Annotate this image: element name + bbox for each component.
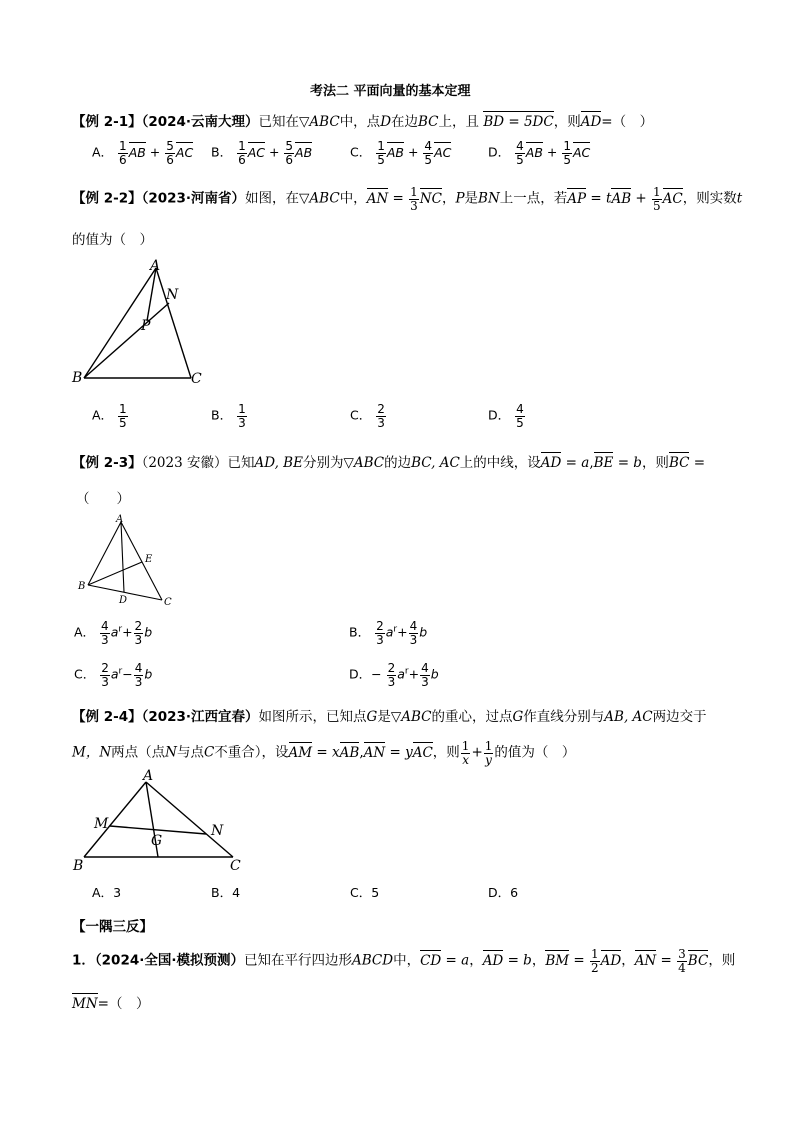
frac-den: 5	[377, 152, 385, 167]
stem-text: ，则	[708, 952, 736, 969]
stem-text: 不重合），设	[214, 744, 289, 761]
segment-ad	[121, 522, 124, 592]
option-b[interactable]	[349, 620, 427, 646]
vector: AB	[386, 144, 404, 160]
comma: ,	[359, 744, 364, 761]
option-d[interactable]: D． $\frac{4}{5}$ AB + $\frac{1}{5}$ AC	[488, 139, 591, 167]
frac-num: 4	[409, 619, 418, 633]
vector-be: BE	[593, 455, 614, 471]
equals-a: = a	[565, 455, 590, 471]
vector-bc: BC	[687, 952, 709, 969]
frac-den: 3	[409, 632, 418, 647]
frac-den: 6	[119, 152, 127, 167]
question-source: （2024·全国·模拟预测）	[94, 952, 244, 969]
frac-num: 1	[461, 739, 470, 753]
option-letter: D．	[488, 407, 511, 423]
example-tag: 【例 2-1】	[72, 114, 142, 130]
vector-ad: AD	[482, 952, 504, 969]
stem-text: ，则实数	[682, 190, 737, 207]
stem-text: 上的中线，设	[459, 455, 541, 471]
example-2-3-line2: （ ）	[76, 491, 130, 507]
option-c[interactable]: C． $\frac{1}{5}$ AB + $\frac{4}{5}$ AC	[350, 139, 452, 167]
frac-num: 2	[134, 619, 143, 633]
label-c: C	[230, 858, 241, 874]
option-letter: D．	[349, 666, 372, 682]
option-value: 5	[371, 885, 380, 900]
point-label: N	[165, 744, 177, 761]
option-value: 3	[113, 885, 122, 900]
vector-an: AN	[363, 744, 386, 761]
frac-num: 4	[134, 661, 143, 675]
option-letter: B．	[211, 144, 233, 160]
frac-den: 5	[653, 198, 661, 213]
equals-t: = t	[590, 190, 612, 207]
option-d[interactable]	[349, 662, 439, 688]
frac-den: 6	[285, 152, 294, 167]
frac-num: 1	[238, 402, 246, 416]
points-mn: M，N	[72, 744, 112, 761]
frac-num: 3	[678, 947, 686, 961]
segment-labels: BC, AC	[411, 455, 460, 471]
stem-text: 已知在平行四边形	[244, 952, 352, 969]
option-a[interactable]	[92, 403, 129, 429]
frac-num: 4	[516, 402, 524, 416]
frac-num: 4	[516, 139, 524, 153]
label-g: G	[151, 833, 163, 849]
option-letter: C．	[350, 407, 372, 423]
equals-y: = y	[389, 744, 413, 761]
frac-den: 3	[101, 632, 109, 647]
label-a: A	[116, 514, 124, 525]
frac-num: 1	[119, 402, 127, 416]
vector: AC	[434, 144, 452, 160]
stem-text: 的重心，过点	[431, 709, 513, 725]
triangle-symbol: ▽ABC	[390, 709, 432, 725]
stem-text: 在边	[391, 114, 419, 130]
vector: AC	[175, 144, 194, 160]
vector-an: AN	[366, 190, 389, 207]
vector: AC	[572, 144, 591, 160]
frac-num: 4	[421, 661, 429, 675]
option-c[interactable]	[74, 662, 152, 688]
section-heading: 【一隅三反】	[72, 919, 153, 935]
segment-ab	[88, 522, 121, 585]
comma: ，	[621, 952, 635, 969]
stem-text: 的值为（ ）	[494, 744, 576, 761]
frac-den: 6	[166, 152, 174, 167]
question-number: 1．	[72, 952, 95, 969]
label-e: E	[145, 554, 153, 565]
frac-num: 4	[424, 139, 433, 153]
vector-am: AM	[288, 744, 313, 761]
option-letter: A．	[74, 624, 96, 640]
frac-num: 2	[101, 661, 109, 675]
sign: −	[371, 666, 382, 682]
comma: ，	[531, 952, 546, 969]
stem-text: 如图所示，已知点	[258, 709, 367, 725]
vector-bm: BM	[545, 952, 570, 969]
frac-num: 4	[101, 619, 109, 633]
vector-b: b	[419, 624, 428, 640]
segment-ac	[121, 522, 162, 600]
vector-ad: AD	[600, 952, 622, 969]
frac-den: y	[485, 752, 492, 767]
stem-text: 上，且	[438, 114, 480, 130]
example-2-1-stem	[72, 110, 653, 130]
vector-b: b	[144, 624, 153, 640]
option-letter: D．	[488, 885, 511, 900]
option-a[interactable]	[92, 883, 121, 901]
stem-text: 作直线分别与	[523, 709, 605, 725]
frac-num: 1	[484, 739, 493, 753]
vector-equation: BD = 5DC	[483, 114, 554, 130]
comma: ,	[589, 455, 594, 471]
triangle-symbol: ▽ABC	[343, 455, 385, 471]
segment-label: BN	[478, 190, 500, 207]
vector: AC	[247, 144, 265, 160]
vector-ab: AB	[339, 744, 360, 761]
frac-den: 5	[516, 152, 524, 167]
point-label: G	[366, 709, 378, 725]
stem-text: 中，点	[339, 114, 381, 130]
label-n: N	[166, 287, 179, 303]
option-c[interactable]	[350, 883, 379, 901]
vector-a: a	[110, 666, 119, 682]
plus: +	[471, 744, 483, 761]
frac-den: 3	[421, 674, 429, 689]
segment-labels: AD, BE	[254, 455, 303, 471]
operator: −	[122, 666, 133, 682]
option-b[interactable]	[211, 403, 248, 429]
segment-be	[88, 562, 142, 585]
question-1-stem	[72, 948, 735, 974]
vector-a: a	[397, 666, 405, 682]
label-a: A	[143, 768, 154, 784]
triangle-symbol: ▽ABC	[299, 114, 340, 130]
option-c[interactable]	[350, 403, 387, 429]
equals-x: = x	[316, 744, 340, 761]
example-2-2-line2: 的值为（ ）	[72, 232, 153, 248]
operator: +	[397, 624, 408, 640]
segment-ac	[156, 268, 191, 378]
label-n: N	[211, 823, 224, 839]
point-label: P	[455, 190, 465, 207]
stem-text: 上一点，若	[499, 190, 568, 207]
vector: AB	[295, 144, 313, 160]
option-b[interactable]: B． $\frac{1}{6}$ AC + $\frac{5}{6}$ AB	[211, 139, 313, 167]
vector-ad: AD	[580, 114, 602, 130]
equals: =	[660, 952, 672, 969]
stem-text: ，	[441, 190, 456, 207]
example-tag: 【例 2-3】	[72, 455, 142, 471]
frac-den: 3	[134, 674, 143, 689]
option-letter: B．	[349, 624, 371, 640]
frac-num: 1	[119, 139, 127, 153]
frac-num: 1	[590, 947, 599, 961]
figure-triangle-abc-2-3	[78, 512, 178, 612]
frac-den: 6	[238, 152, 246, 167]
point-label: D	[380, 114, 392, 130]
vector: AB	[525, 144, 543, 160]
frac-den: 3	[101, 674, 109, 689]
equals-a: = a	[445, 952, 470, 969]
frac-den: 5	[516, 415, 524, 430]
option-d[interactable]	[488, 403, 526, 429]
frac-den: 5	[119, 415, 127, 430]
vector-ad: AD	[540, 455, 562, 471]
frac-den: 5	[424, 152, 433, 167]
vector-ac: AC	[412, 744, 433, 761]
frac-num: 1	[410, 185, 418, 199]
frac-num: 5	[166, 139, 174, 153]
stem-text: 两点（点	[111, 744, 166, 761]
frac-num: 2	[376, 619, 384, 633]
example-2-4-stem	[72, 705, 707, 725]
operator: +	[408, 666, 420, 682]
vector-mn: MN	[72, 996, 98, 1012]
operator: +	[122, 624, 133, 640]
vector-mark: r	[404, 666, 409, 677]
vector-cd: CD	[420, 952, 442, 969]
frac-den: 3	[410, 198, 418, 213]
frac-num: 2	[387, 661, 396, 675]
vector-ap: AP	[567, 190, 587, 207]
stem-text: 分别为	[302, 455, 344, 471]
frac-num: 1	[238, 139, 246, 153]
vector-mark: r	[118, 624, 123, 635]
stem-text: 已知	[227, 455, 255, 471]
frac-den: 3	[377, 415, 385, 430]
example-2-2-stem	[72, 186, 742, 212]
vector: AB	[128, 144, 146, 160]
frac-num: 5	[285, 139, 294, 153]
vector-a: a	[385, 624, 394, 640]
example-2-4-line2	[72, 740, 575, 766]
option-letter: A．	[92, 144, 114, 160]
label-p: P	[141, 318, 151, 334]
stem-text: 中，	[393, 952, 421, 969]
frac-den: 3	[387, 674, 396, 689]
option-b[interactable]	[211, 883, 240, 901]
equals: =	[392, 190, 404, 207]
vector-an: AN	[634, 952, 657, 969]
vector-a: a	[110, 624, 119, 640]
stem-text: =（ ）	[97, 996, 150, 1012]
option-letter: A．	[92, 407, 114, 423]
figure-label: ABCD	[352, 952, 394, 969]
vector-ab: AB	[611, 190, 632, 207]
label-b: B	[72, 370, 83, 386]
stem-text: ，则	[432, 744, 460, 761]
label-d: D	[119, 595, 128, 606]
stem-text: 与点	[176, 744, 204, 761]
example-tag: 【例 2-4】	[72, 709, 142, 725]
segment-labels: AB, AC	[604, 709, 653, 725]
frac-num: 2	[377, 402, 385, 416]
stem-text: =（ ）	[601, 114, 654, 130]
stem-text: 中，	[339, 190, 367, 207]
stem-text: 已知在	[258, 114, 300, 130]
stem-text: ，则	[553, 114, 581, 130]
point-label: G	[512, 709, 524, 725]
option-letter: D．	[488, 144, 511, 160]
equals: =	[573, 952, 585, 969]
stem-text: 是	[464, 190, 479, 207]
option-letter: C．	[350, 144, 372, 160]
stem-text: 是	[377, 709, 391, 725]
vector-b: b	[144, 666, 153, 682]
vector-nc: NC	[419, 190, 442, 207]
option-letter: C．	[74, 666, 96, 682]
comma: ，	[469, 952, 483, 969]
example-source: （2023 安徽）	[141, 455, 228, 471]
frac-den: 4	[678, 960, 686, 975]
label-b: B	[78, 581, 86, 592]
example-source: （2024·云南大理）	[141, 114, 259, 130]
option-letter: B．	[211, 885, 233, 900]
option-a[interactable]	[74, 620, 152, 646]
frac-den: 3	[134, 632, 143, 647]
point-label: C	[203, 744, 215, 761]
frac-den: x	[462, 752, 469, 767]
stem-text: ，则	[641, 455, 669, 471]
equals-b: = b	[617, 455, 642, 471]
option-letter: A．	[92, 885, 114, 900]
vector-b: b	[430, 666, 439, 682]
frac-den: 2	[590, 960, 599, 975]
page-title: 考法二 平面向量的基本定理	[310, 84, 471, 99]
label-c: C	[191, 371, 202, 387]
label-m: M	[94, 816, 109, 832]
frac-den: 3	[238, 415, 246, 430]
option-value: 4	[232, 885, 241, 900]
label-b: B	[73, 858, 84, 874]
example-2-3-stem	[72, 451, 705, 471]
label-a: A	[150, 258, 161, 274]
frac-num: 1	[377, 139, 385, 153]
plus: +	[635, 190, 647, 207]
option-letter: C．	[350, 885, 372, 900]
variable-t: t	[736, 190, 743, 207]
vector-bc: BC	[668, 455, 690, 471]
equals: =	[693, 455, 706, 471]
stem-text: 的边	[384, 455, 412, 471]
example-tag: 【例 2-2】	[72, 190, 142, 207]
label-c: C	[164, 597, 172, 608]
frac-num: 1	[653, 185, 661, 199]
segment-label: BC	[418, 114, 439, 130]
question-1-line2	[72, 992, 149, 1012]
example-source: （2023·河南省）	[141, 190, 246, 207]
option-d[interactable]	[488, 883, 518, 901]
vector-mark: r	[393, 624, 398, 635]
option-a[interactable]: A． $\frac{1}{6}$ AB + $\frac{5}{6}$ AC	[92, 139, 194, 167]
stem-text: 如图，在	[245, 190, 300, 207]
option-letter: B．	[211, 407, 233, 423]
frac-den: 5	[563, 152, 571, 167]
frac-den: 3	[376, 632, 384, 647]
equals-b: = b	[507, 952, 532, 969]
example-source: （2023·江西宜春）	[141, 709, 259, 725]
triangle-symbol: ▽ABC	[299, 190, 340, 207]
frac-num: 1	[563, 139, 571, 153]
vector-mark: r	[118, 666, 123, 677]
vector-ac: AC	[662, 190, 683, 207]
option-value: 6	[510, 885, 519, 900]
stem-text: 两边交于	[652, 709, 707, 725]
